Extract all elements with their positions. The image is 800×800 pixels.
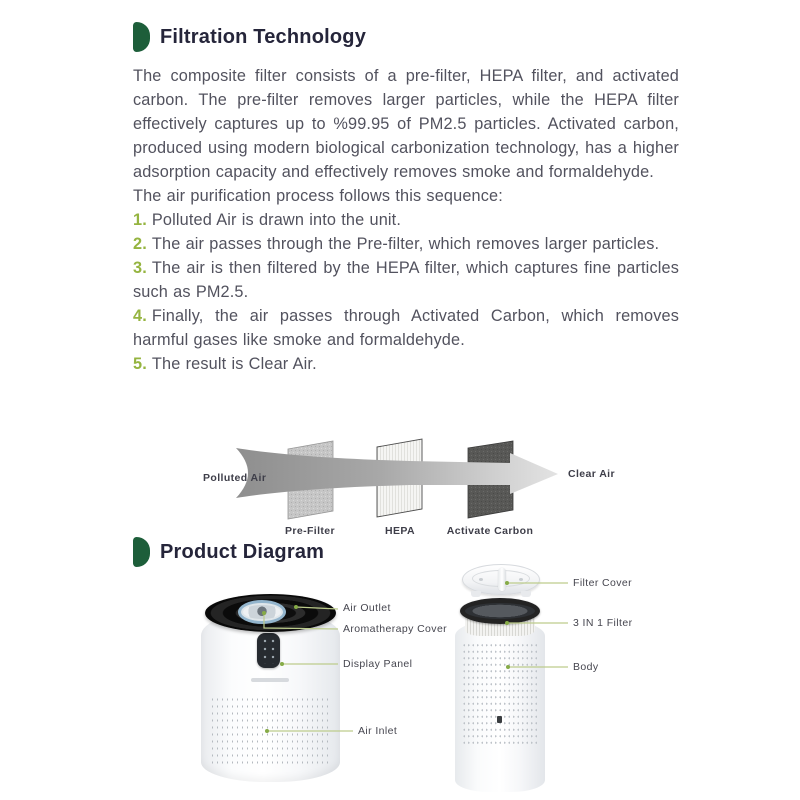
step-5-number: 5. [133, 355, 147, 373]
filtration-textblock [133, 64, 679, 376]
product-diagram [190, 556, 690, 800]
step-2-number: 2. [133, 235, 147, 253]
step-2 [133, 232, 679, 256]
step-3 [133, 256, 679, 304]
step-4-text: Finally, the air passes through Activated Carbon, which removes harmful gases like smoke and formaldehyde. [133, 307, 679, 349]
air-inlet-label: Air Inlet [358, 725, 398, 737]
display-panel-label: Display Panel [343, 658, 413, 670]
filtration-section-header [133, 22, 366, 52]
filtration-paragraph: The composite filter consists of a pre-filter, HEPA filter, and activated carbon. The pre-filter removes larger particles, while the HEPA filter effectively captures up to %99.95 of PM2.5 particles. Activated carbon, produced using modern biological carbonization technology, has a higher adsorption capacity and effectively removes smoke and formaldehyde. [133, 67, 679, 181]
step-1-number: 1. [133, 211, 147, 229]
hepa-label: HEPA [385, 525, 415, 537]
step-3-number: 3. [133, 259, 147, 277]
activate-carbon-label: Activate Carbon [446, 525, 534, 537]
step-2-text: The air passes through the Pre-filter, which removes larger particles. [151, 235, 660, 253]
sequence-intro: The air purification process follows this sequence: [133, 187, 503, 205]
step-4 [133, 304, 679, 352]
step-3-text: The air is then filtered by the HEPA filter, which captures fine particles such as PM2.5. [133, 259, 679, 301]
step-4-number: 4. [133, 307, 147, 325]
pre-filter-label: Pre-Filter [284, 525, 336, 537]
aromatherapy-cover-label: Aromatherapy Cover [343, 623, 448, 635]
clear-air-label: Clear Air [568, 468, 615, 480]
polluted-air-label: Polluted Air [203, 472, 267, 484]
step-1-text: Polluted Air is drawn into the unit. [151, 211, 402, 229]
air-outlet-label: Air Outlet [343, 602, 391, 614]
label-connectors [190, 556, 690, 800]
step-5-text: The result is Clear Air. [151, 355, 317, 373]
section-bullet-icon [133, 22, 150, 52]
step-5 [133, 352, 679, 376]
filter-flow-diagram [170, 433, 630, 543]
step-1 [133, 208, 679, 232]
filter-cover-label: Filter Cover [573, 577, 633, 589]
three-in-one-filter-label: 3 IN 1 Filter [573, 617, 633, 629]
filtration-title: Filtration Technology [160, 25, 367, 48]
body-label: Body [573, 661, 599, 673]
section-bullet-icon [133, 537, 150, 567]
product-diagram-title: Product Diagram [160, 540, 325, 563]
